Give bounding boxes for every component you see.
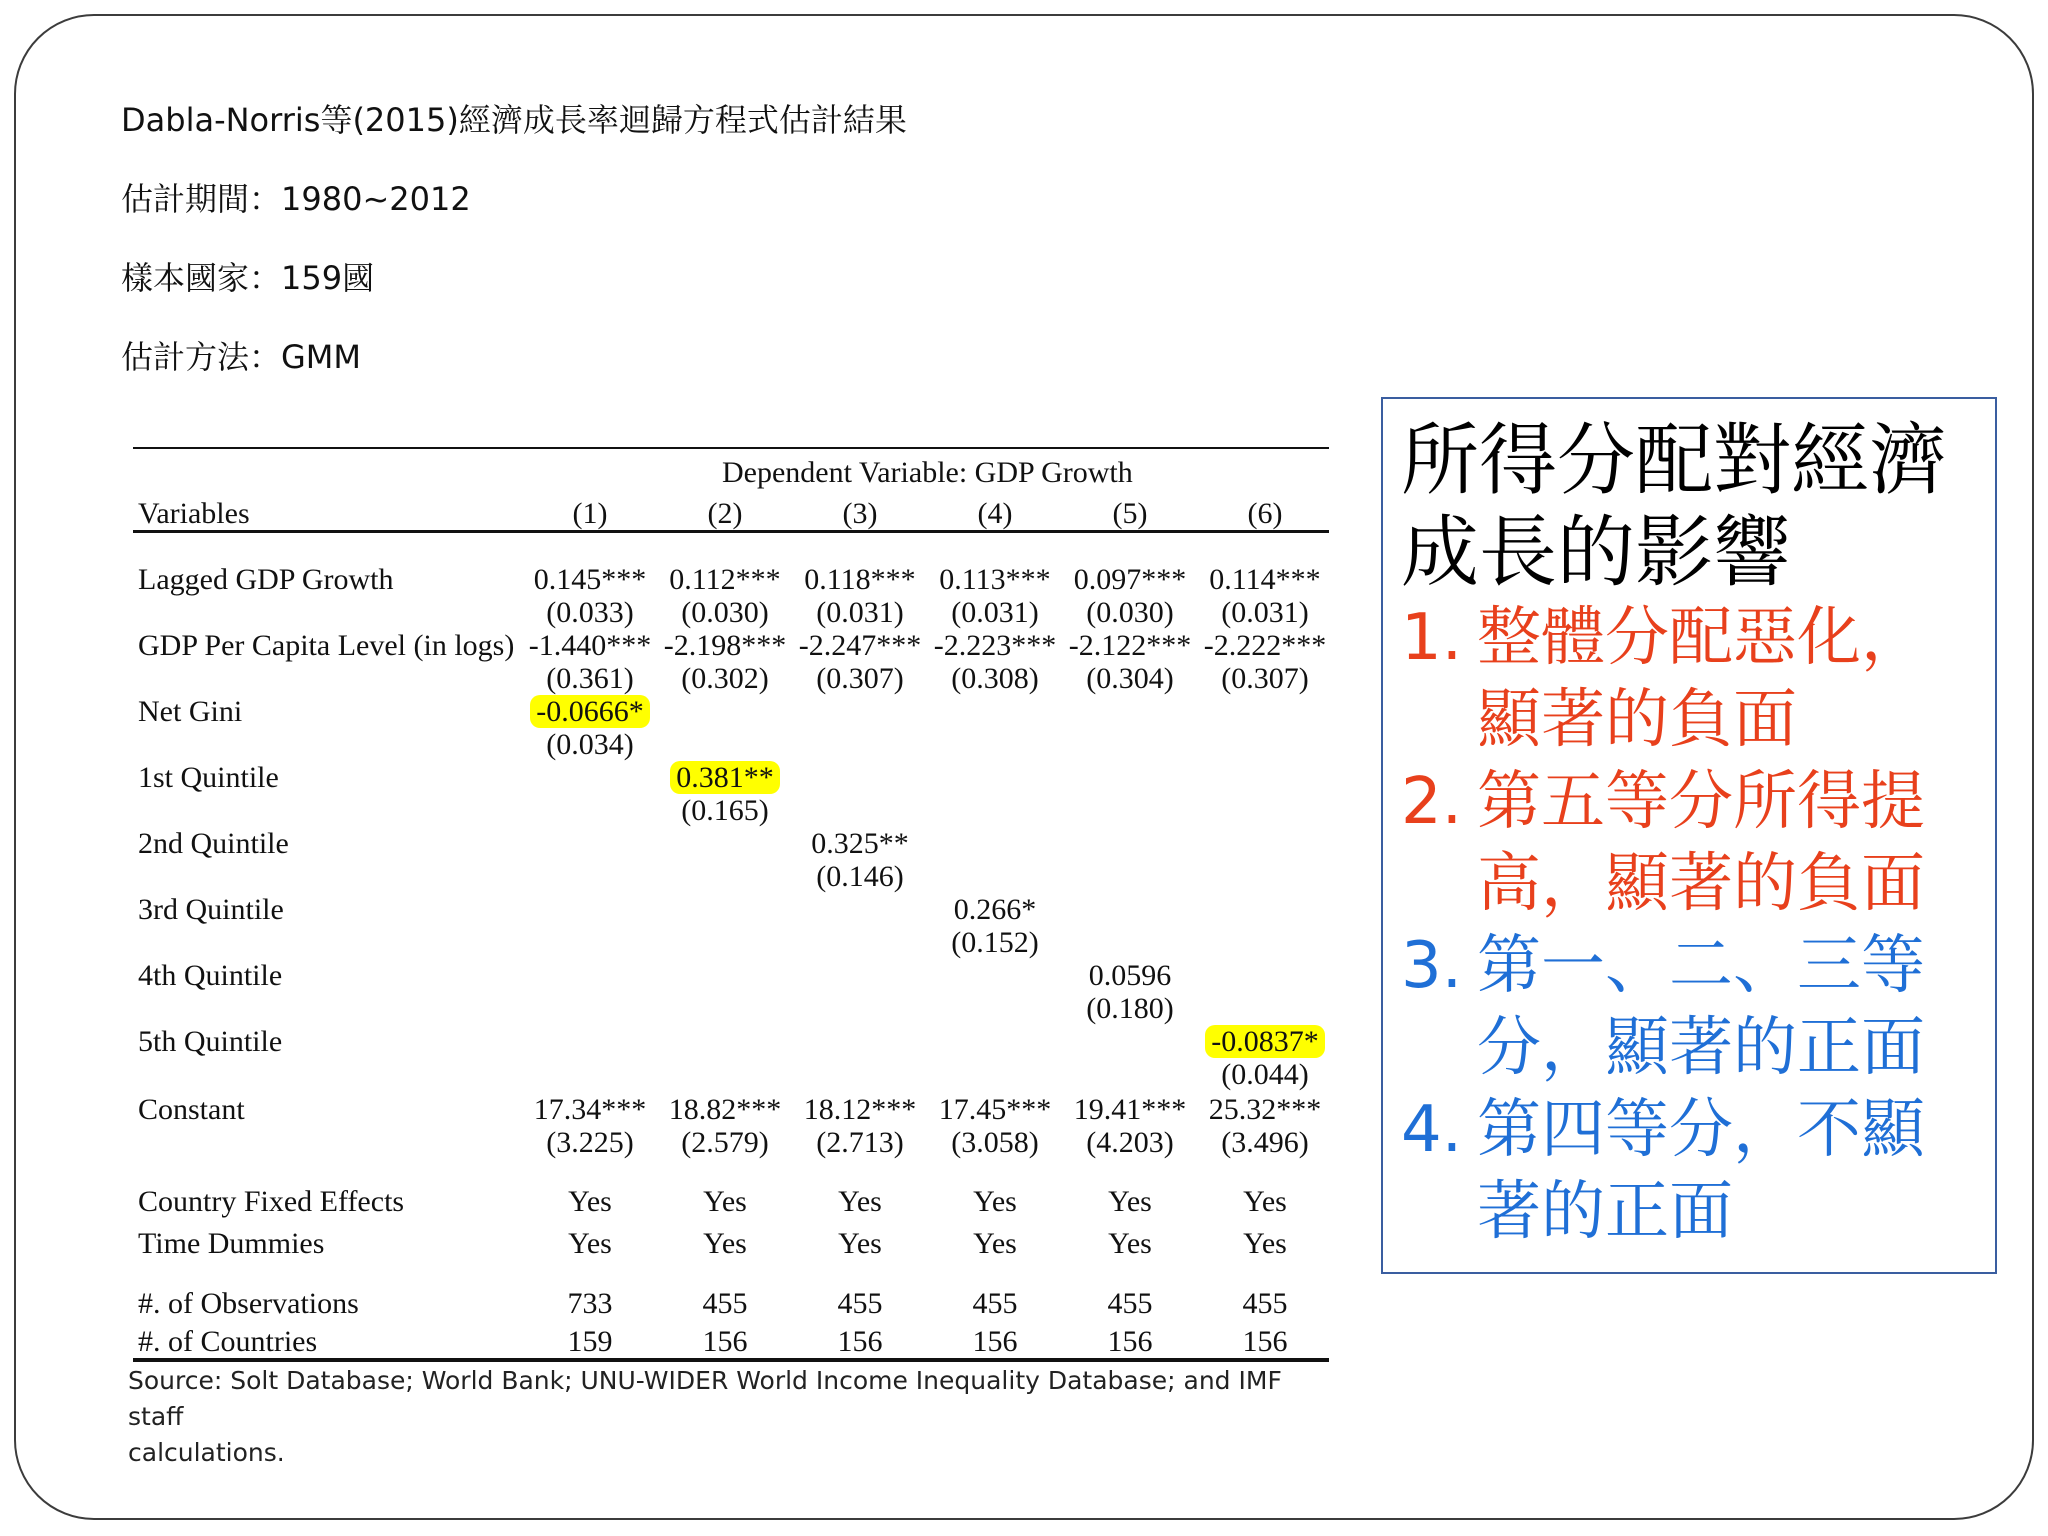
coef-cell [930,628,1060,664]
row-label: Lagged GDP Growth [138,563,394,596]
dependent-variable-header: Dependent Variable: GDP Growth [722,456,1133,489]
coef-cell [1200,1024,1330,1060]
point-text: 第五等分所得提高，顯著的負面 [1477,765,1925,921]
coef-value: 0.112*** [669,563,781,596]
se-cell: (2.579) [681,1126,769,1159]
row-label: 2nd Quintile [138,827,289,860]
coef-cell [1200,1092,1330,1128]
coef-cell [525,562,655,598]
se-cell: (0.180) [1086,992,1174,1025]
coef-cell [1065,958,1195,994]
se-cell: (3.496) [1221,1126,1309,1159]
coef-value: -2.247*** [798,629,922,662]
summary-point-4 [1401,1089,1991,1249]
coef-cell [930,562,1060,598]
table-source [128,1363,1328,1471]
coef-value: 0.266* [953,893,1037,926]
count-cell: 733 [567,1287,613,1320]
fixed-effect-cell: Yes [838,1227,882,1260]
se-cell: (0.304) [1086,662,1174,695]
coef-cell [660,1092,790,1128]
table-bottom-rule [133,1358,1329,1362]
coef-cell [1065,1092,1195,1128]
fixed-effect-cell: Yes [568,1185,612,1218]
se-cell: (4.203) [1086,1126,1174,1159]
estimation-method: 估計方法：GMM [121,338,362,376]
row-label: GDP Per Capita Level (in logs) [138,629,515,662]
coef-value: -2.122*** [1068,629,1192,662]
coef-cell [795,562,925,598]
row-label: #. of Observations [138,1287,359,1320]
point-number: 1. [1401,601,1463,675]
coef-cell [930,1092,1060,1128]
count-cell: 156 [837,1325,883,1358]
variables-header: Variables [138,497,250,530]
count-cell: 156 [972,1325,1018,1358]
coef-cell [795,826,925,862]
highlighted-coef: -0.0666* [530,695,650,728]
count-cell: 156 [702,1325,748,1358]
coef-cell [525,694,655,730]
se-cell: (0.152) [951,926,1039,959]
se-cell: (0.361) [546,662,634,695]
se-cell: (0.033) [546,596,634,629]
coef-value: 18.82*** [668,1093,782,1126]
se-cell: (0.302) [681,662,769,695]
se-cell: (3.225) [546,1126,634,1159]
coef-cell [795,628,925,664]
point-text: 整體分配惡化，顯著的負面 [1477,601,1925,757]
source-line-2: calculations. [128,1438,285,1467]
row-label: Time Dummies [138,1227,325,1260]
table-header-rule [133,530,1329,533]
coef-value: 0.325** [811,827,909,860]
fixed-effect-cell: Yes [1108,1185,1152,1218]
se-cell: (0.307) [816,662,904,695]
coef-value: 0.118*** [804,563,916,596]
coef-cell [1065,562,1195,598]
count-cell: 159 [567,1325,613,1358]
se-cell: (2.713) [816,1126,904,1159]
fixed-effect-cell: Yes [568,1227,612,1260]
coef-cell [1065,628,1195,664]
row-label: 1st Quintile [138,761,279,794]
coef-cell [660,628,790,664]
row-label: #. of Countries [138,1325,318,1358]
column-header: (2) [707,497,743,530]
se-cell: (0.031) [951,596,1039,629]
coef-value: 0.097*** [1073,563,1187,596]
se-cell: (0.034) [546,728,634,761]
summary-box [1381,397,1997,1274]
fixed-effect-cell: Yes [1108,1227,1152,1260]
column-header: (3) [842,497,878,530]
coef-value: 0.145*** [533,563,647,596]
coef-cell [525,628,655,664]
fixed-effect-cell: Yes [973,1185,1017,1218]
column-header: (1) [572,497,608,530]
column-header: (6) [1247,497,1283,530]
coef-value: 0.113*** [939,563,1051,596]
fixed-effect-cell: Yes [703,1185,747,1218]
se-cell: (0.030) [1086,596,1174,629]
summary-title: 所得分配對經濟成長的影響 [1401,416,1948,598]
row-label: Country Fixed Effects [138,1185,405,1218]
coef-cell [660,562,790,598]
se-cell: (0.307) [1221,662,1309,695]
coef-cell [1200,628,1330,664]
coef-value: 19.41*** [1073,1093,1187,1126]
fixed-effect-cell: Yes [1243,1185,1287,1218]
coef-value: 0.0596 [1088,959,1172,992]
column-header: (4) [977,497,1013,530]
highlighted-coef: -0.0837* [1205,1025,1325,1058]
count-cell: 156 [1242,1325,1288,1358]
count-cell: 455 [1107,1287,1153,1320]
highlighted-coef: 0.381** [670,761,780,794]
row-label: 4th Quintile [138,959,283,992]
count-cell: 455 [702,1287,748,1320]
se-cell: (0.030) [681,596,769,629]
coef-value: -2.223*** [933,629,1057,662]
summary-point-3 [1401,925,1991,1085]
se-cell: (0.031) [1221,596,1309,629]
coef-cell [795,1092,925,1128]
se-cell: (0.308) [951,662,1039,695]
coef-value: -2.222*** [1203,629,1327,662]
study-title: Dabla-Norris等(2015)經濟成長率迴歸方程式估計結果 [121,101,907,139]
se-cell: (0.031) [816,596,904,629]
coef-value: -2.198*** [663,629,787,662]
row-label: 5th Quintile [138,1025,283,1058]
se-cell: (0.165) [681,794,769,827]
summary-point-1 [1401,597,1991,757]
coef-cell [1200,562,1330,598]
fixed-effect-cell: Yes [973,1227,1017,1260]
source-line-1: Source: Solt Database; World Bank; UNU-WIDER World Income Inequality Database; and IMF staff [128,1366,1282,1431]
coef-value: 17.45*** [938,1093,1052,1126]
column-header: (5) [1112,497,1148,530]
estimation-period: 估計期間：1980~2012 [121,180,471,218]
coef-value: 17.34*** [533,1093,647,1126]
count-cell: 455 [837,1287,883,1320]
coef-value: -1.440*** [528,629,652,662]
sample-countries: 樣本國家：159國 [121,259,375,297]
point-text: 第四等分，不顯著的正面 [1477,1093,1925,1249]
table-top-rule [133,447,1329,449]
se-cell: (0.044) [1221,1058,1309,1091]
summary-point-2 [1401,761,1991,921]
fixed-effect-cell: Yes [703,1227,747,1260]
coef-cell [930,892,1060,928]
point-text: 第一、二、三等分，顯著的正面 [1477,929,1925,1085]
se-cell: (3.058) [951,1126,1039,1159]
coef-cell [660,760,790,796]
row-label: Net Gini [138,695,243,728]
row-label: 3rd Quintile [138,893,284,926]
coef-value: 25.32*** [1208,1093,1322,1126]
point-number: 4. [1401,1093,1463,1167]
coef-value: 0.114*** [1209,563,1321,596]
point-number: 3. [1401,929,1463,1003]
point-number: 2. [1401,765,1463,839]
count-cell: 455 [972,1287,1018,1320]
fixed-effect-cell: Yes [1243,1227,1287,1260]
count-cell: 455 [1242,1287,1288,1320]
coef-cell [525,1092,655,1128]
row-label: Constant [138,1093,245,1126]
se-cell: (0.146) [816,860,904,893]
fixed-effect-cell: Yes [838,1185,882,1218]
coef-value: 18.12*** [803,1093,917,1126]
count-cell: 156 [1107,1325,1153,1358]
